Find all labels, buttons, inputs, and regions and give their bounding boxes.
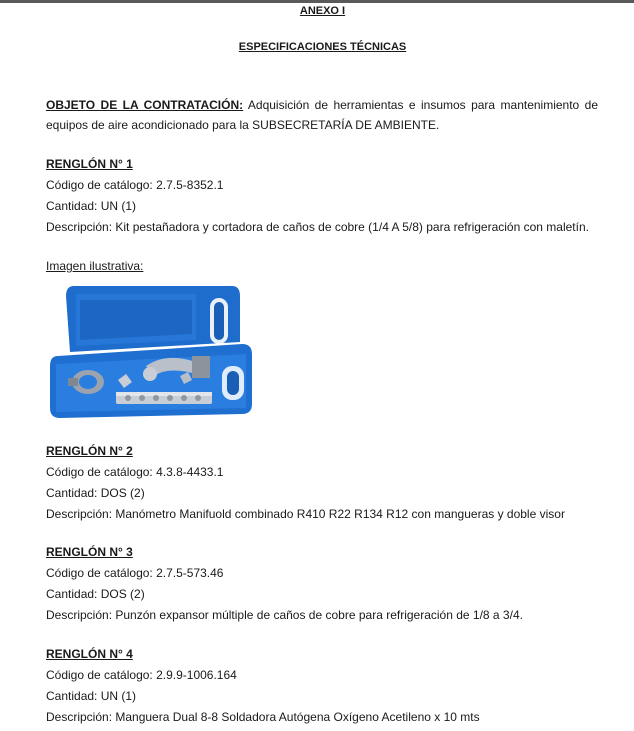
renglon-codigo: Código de catálogo: 2.7.5-573.46 [46,566,224,580]
renglon-3 [46,545,606,629]
tool-kit-image [46,282,256,422]
renglon-codigo: Código de catálogo: 2.9.9-1006.164 [46,668,237,682]
renglon-title: RENGLÓN N° 2 [46,444,133,458]
renglon-cantidad: Cantidad: UN (1) [46,199,137,213]
renglon-1 [46,157,606,241]
annex-heading: ANEXO I [299,5,346,17]
top-border [0,0,634,3]
renglon-descripcion: Descripción: Manómetro Manifuold combinado R410 R22 R134 R12 con mangueras y doble visor [46,507,565,521]
renglon-descripcion: Descripción: Kit pestañadora y cortadora de caños de cobre (1/4 A 5/8) para refrigeración con maletín. [46,220,589,234]
objeto-label: OBJETO DE LA CONTRATACIÓN: [46,98,244,112]
renglon-cantidad: Cantidad: DOS (2) [46,587,145,601]
renglon-descripcion: Descripción: Punzón expansor múltiple de caños de cobre para refrigeración de 1/8 a 3/4. [46,608,523,622]
renglon-descripcion: Descripción: Manguera Dual 8-8 Soldadora Autógena Oxígeno Acetileno x 10 mts [46,710,480,724]
document-title: ESPECIFICACIONES TÉCNICAS [238,41,407,53]
renglon-cantidad: Cantidad: DOS (2) [46,486,145,500]
image-label: Imagen ilustrativa: [46,259,144,273]
renglon-codigo: Código de catálogo: 2.7.5-8352.1 [46,178,224,192]
renglon-codigo: Código de catálogo: 4.3.8-4433.1 [46,465,224,479]
renglon-title: RENGLÓN N° 1 [46,157,133,171]
renglon-2 [46,444,606,528]
objeto-text: Adquisición de herramientas e insumos para mantenimiento de equipos de aire acondicionado para la SUBSECRETARÍA DE AMBIENTE. [46,98,598,132]
renglon-cantidad: Cantidad: UN (1) [46,689,137,703]
renglon-title: RENGLÓN N° 4 [46,647,133,661]
objeto-paragraph [46,95,598,135]
renglon-title: RENGLÓN N° 3 [46,545,133,559]
renglon-4 [46,647,606,731]
